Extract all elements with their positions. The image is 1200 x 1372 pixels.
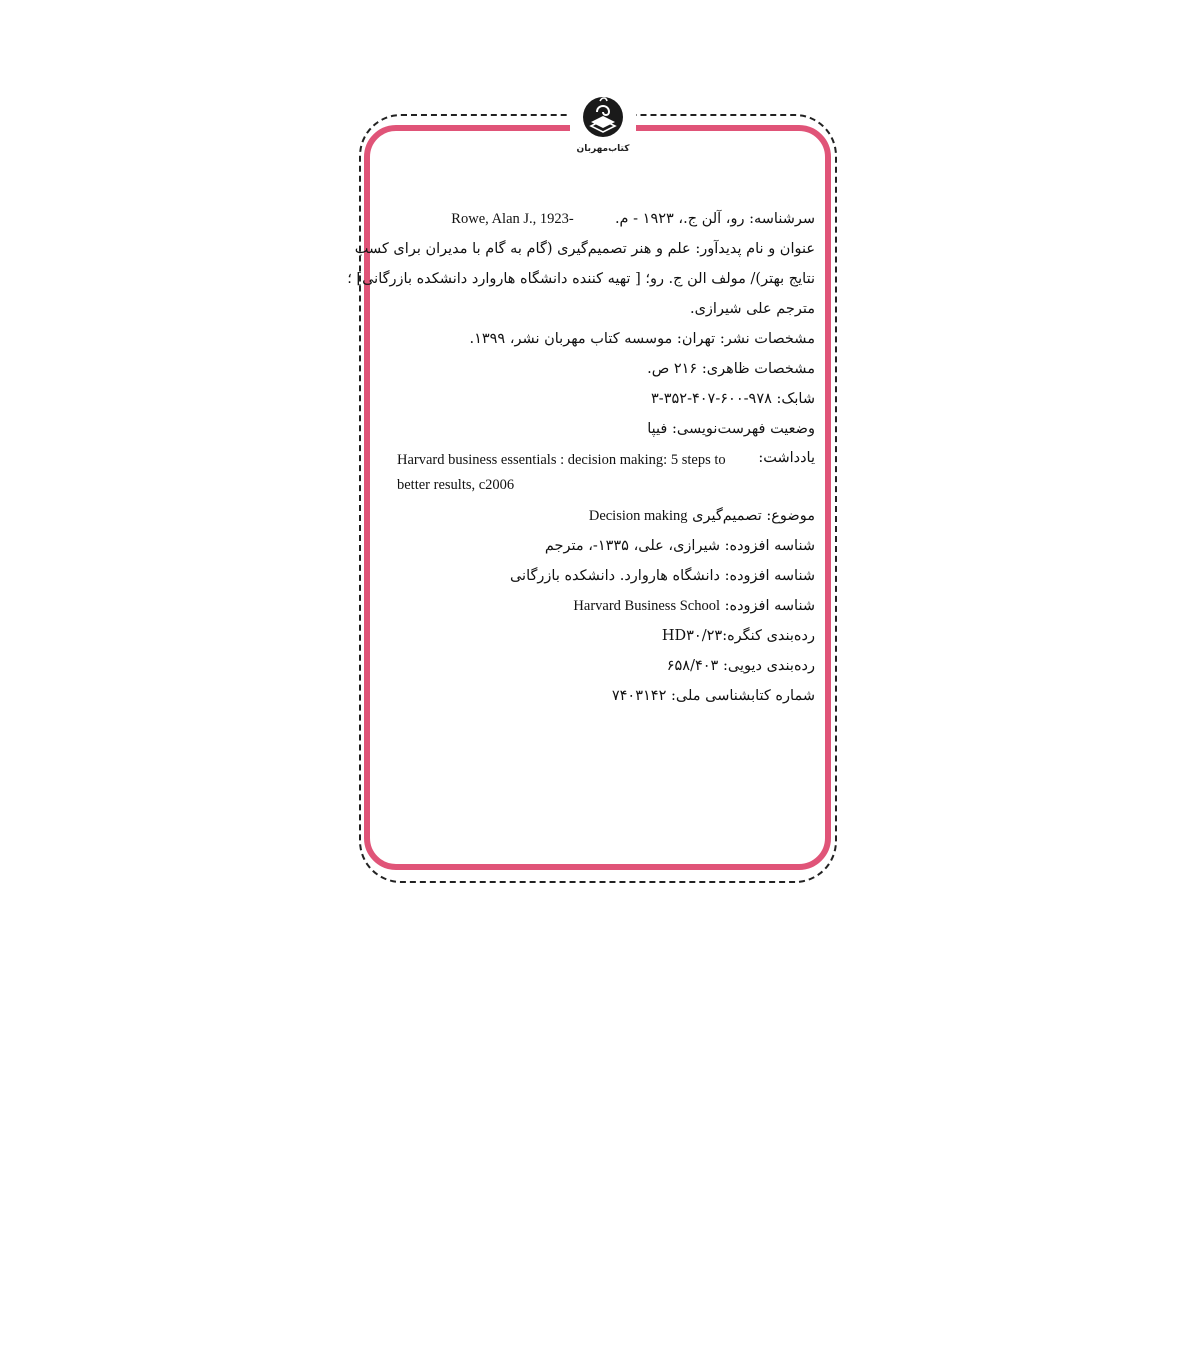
heading-latin: Rowe, Alan J., 1923-: [451, 211, 574, 227]
isbn-row: [393, 384, 815, 414]
title-row-continued-2: [393, 294, 815, 324]
publication-row: [393, 324, 815, 354]
lc-label: رده‌بندی کنگره:: [722, 628, 815, 644]
physical-row: [393, 354, 815, 384]
added-entry-row-3: [393, 591, 815, 621]
added-entry-value-2: دانشگاه هاروارد. دانشکده بازرگانی: [509, 568, 720, 584]
dewey-value: ۶۵۸/۴۰۳: [666, 658, 719, 674]
physical-value: ۲۱۶ ص.: [647, 361, 698, 377]
heading-row: [393, 204, 815, 234]
publication-label: مشخصات نشر:: [719, 331, 815, 347]
national-label: شماره کتابشناسی ملی:: [670, 688, 815, 704]
note-row: [393, 446, 815, 498]
title-value-line-3: مترجم علی شیرازی.: [689, 301, 815, 317]
cataloging-label: وضعیت فهرست‌نویسی:: [671, 421, 815, 437]
added-entry-label-1: شناسه افزوده:: [724, 538, 815, 554]
added-entry-value-3: Harvard Business School: [573, 598, 720, 614]
book-stack-icon: [582, 92, 624, 142]
lc-classification-row: [393, 621, 815, 651]
added-entry-value-1: شیرازی، علی، ۱۳۳۵-، مترجم: [544, 538, 720, 554]
subject-latin: Decision making: [588, 508, 688, 524]
dewey-label: رده‌بندی دیویی:: [722, 658, 815, 674]
heading-label: سرشناسه:: [749, 211, 815, 227]
logo-text: کتاب‌مهربان: [576, 144, 630, 154]
cataloging-value: فیپا: [647, 421, 668, 437]
publisher-logo: [570, 88, 636, 160]
title-row-continued: [347, 264, 815, 294]
dewey-classification-row: [393, 651, 815, 681]
added-entry-row-1: [393, 531, 815, 561]
added-entry-label-2: شناسه افزوده:: [724, 568, 815, 584]
subject-value: تصمیم‌گیری: [692, 508, 762, 524]
cataloging-status-row: [393, 414, 815, 444]
isbn-label: شابک:: [776, 391, 815, 407]
added-entry-label-3: شناسه افزوده:: [724, 598, 815, 614]
note-label: یادداشت:: [758, 450, 815, 466]
heading-value: رو، آلن ج.، ۱۹۲۳ - م.: [614, 211, 745, 227]
title-value-line-1: علم و هنر تصمیم‌گیری (گام به گام با مدیران برای کسب: [354, 241, 691, 257]
title-row: [354, 234, 815, 264]
lc-value: HD۳۰/۲۳: [661, 628, 723, 644]
note-value: Harvard business essentials : decision making: 5 steps to better results, c2006: [397, 452, 726, 493]
national-value: ۷۴۰۳۱۴۲: [611, 688, 667, 704]
title-value-line-2: نتایج بهتر)/ مولف الن ج. رو؛ [ تهیه کننده دانشگاه هاروارد دانشکده بازرگانی] ؛: [347, 271, 815, 287]
physical-label: مشخصات ظاهری:: [701, 361, 815, 377]
cataloging-record: [347, 204, 815, 711]
subject-label: موضوع:: [766, 508, 815, 524]
subject-row: [393, 501, 815, 531]
title-label: عنوان و نام پدیدآور:: [695, 241, 815, 257]
added-entry-row-2: [393, 561, 815, 591]
publication-value: تهران: موسسه کتاب مهربان نشر، ۱۳۹۹.: [469, 331, 716, 347]
isbn-value: ۹۷۸-۶۰۰-۴۰۷-۳۵۲-۳: [651, 391, 772, 407]
national-bibliography-row: [393, 681, 815, 711]
